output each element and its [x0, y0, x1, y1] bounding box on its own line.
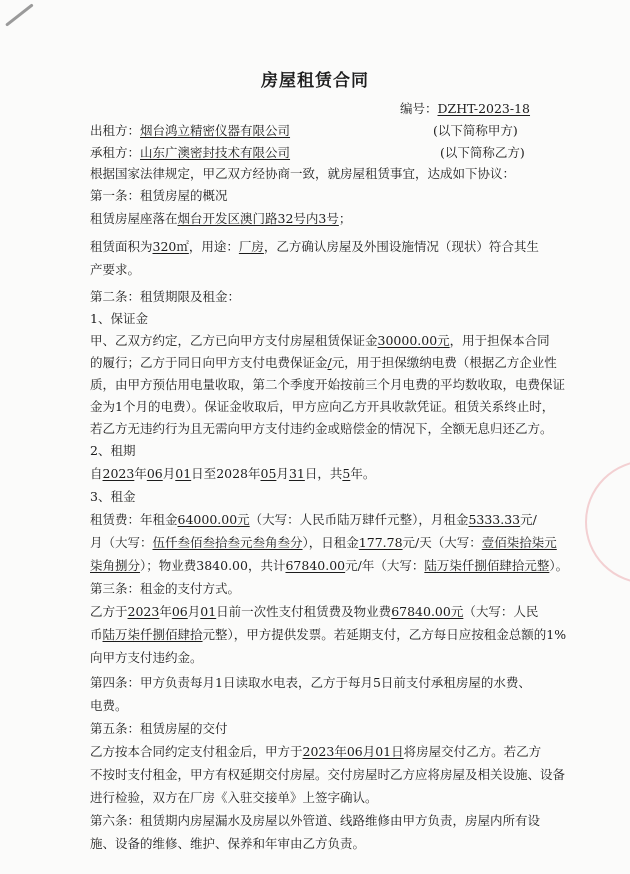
article-6-line-2: 施、设备的维修、维护、保养和年审由乙方负责。 — [90, 836, 366, 851]
pay-day: 01 — [200, 604, 217, 619]
deposit-line-3: 质，由甲方预估用电量收取，第二个季度开始按前三个月电费的平均数收取，电费保证 — [90, 377, 566, 392]
rent-text-d: 月（大写： — [90, 535, 153, 550]
rent-text-h: 元/年（大写： — [345, 558, 425, 573]
term-month-label-2: 月 — [276, 466, 289, 481]
location-value: 烟台开发区澳门路32号内3号 — [177, 211, 339, 226]
term-line — [90, 466, 375, 482]
payment-line-2 — [90, 627, 566, 643]
rent-line-3 — [90, 558, 568, 574]
pay-amount-cn: 陆万柒仟捌佰肆拾 — [102, 627, 203, 642]
article-6-line-1: 第六条：租赁期内房屋漏水及房屋以外管道、线路维修由甲方负责，房屋内所有设 — [90, 813, 541, 828]
contract-title: 房屋租赁合同 — [261, 71, 369, 91]
article-5-title: 第五条：租赁房屋的交付 — [90, 721, 228, 736]
rent-day-cn-a: 壹佰柒拾柒元 — [481, 535, 557, 550]
section-rent-title: 3、租金 — [90, 489, 136, 504]
rent-text-a: 租赁费：年租金 — [90, 512, 178, 527]
lessor-short: (以下简称甲方) — [433, 123, 518, 138]
rent-total-cn: 陆万柒仟捌佰肆拾元整 — [424, 558, 550, 573]
term-to: 日至 — [191, 466, 217, 481]
lessee-name: 山东广澳密封技术有限公司 — [140, 145, 291, 160]
lessee-line — [90, 145, 290, 161]
rent-line-1 — [90, 512, 537, 528]
rent-day-amount: 177.78 — [358, 535, 403, 550]
rent-month-amount: 5333.33 — [468, 512, 521, 527]
rent-line-2 — [90, 535, 557, 551]
lessee-short: (以下简称乙方) — [440, 145, 525, 160]
delivery-line-2: 不按时支付租金，甲方有权延期交付房屋。交付房屋时乙方应将房屋及相关设施、设备 — [90, 767, 566, 782]
pay-year: 2023 — [127, 604, 160, 619]
rent-month-cn: 伍仟叁佰叁拾叁元叁角叁分 — [152, 535, 303, 550]
rent-total-amount: 67840.00 — [285, 558, 346, 573]
pen-mark — [5, 3, 34, 26]
pay-text-c: （大写：人民 — [463, 604, 539, 619]
delivery-text-a: 乙方按本合同约定支付租金后，甲方于 — [90, 744, 303, 759]
payment-line-1 — [90, 604, 538, 620]
seal-stamp — [585, 460, 630, 584]
pay-text-e: 元整），甲方提供发票。若延期支付，乙方每日应按租金总额的1% — [202, 627, 567, 642]
term-years: 5 — [342, 466, 351, 481]
delivery-line-3: 进行检验，双方在厂房《入驻交接单》上签字确认。 — [90, 790, 378, 805]
area-line — [90, 239, 539, 255]
rent-text-g: ）；物业费3840.00，共计 — [140, 558, 286, 573]
delivery-line-1 — [90, 744, 541, 760]
lessee-label: 承租方： — [90, 145, 141, 160]
location-line — [90, 211, 351, 227]
location-suffix: ； — [338, 211, 352, 226]
term-from: 自 — [90, 466, 103, 481]
number-label: 编号： — [400, 101, 438, 116]
rent-text-i: ）。 — [549, 558, 569, 573]
rent-text-f: 元/天（大写： — [402, 535, 482, 550]
location-prefix: 租赁房屋座落在 — [90, 211, 178, 226]
deposit-elec-amount: / — [327, 355, 332, 370]
deposit-text-a: 甲、乙双方约定，乙方已向甲方支付房屋租赁保证金 — [90, 333, 378, 348]
deposit-line-2 — [90, 355, 557, 371]
lessor-label: 出租方： — [90, 123, 141, 138]
deposit-line-5: 若乙方无违约行为且无需向甲方支付违约金或赔偿金的情况下，全额无息归还乙方。 — [90, 421, 553, 436]
term-total-label: 日，共 — [304, 466, 343, 481]
pay-text-b: 日前一次性支付租赁费及物业费 — [216, 604, 392, 619]
deposit-amount: 30000.00元 — [377, 333, 450, 348]
area-value: 320㎡ — [152, 239, 189, 254]
term-year-label: 年 — [134, 466, 147, 481]
contract-number — [400, 101, 530, 117]
article-3-title: 第三条：租金的支付方式。 — [90, 581, 241, 596]
pay-month: 06 — [171, 604, 188, 619]
term-year-label-2: 年 — [248, 466, 261, 481]
term-end-year: 2028 — [216, 466, 248, 481]
rent-year-amount: 64000.00元 — [177, 512, 250, 527]
deposit-line-4: 金为1个月的电费）。保证金收取后，甲方应向乙方开具收款凭证。租赁关系终止时， — [90, 399, 555, 414]
usage-value: 厂房 — [238, 239, 264, 254]
pay-text-d: 币 — [90, 627, 103, 642]
term-end-day: 31 — [288, 466, 305, 481]
article-2-title: 第二条：租赁期限及租金： — [90, 289, 241, 304]
pay-amount: 67840.00元 — [391, 604, 464, 619]
pay-month-label: 月 — [187, 604, 201, 619]
rent-day-cn-b: 柒角捌分 — [90, 558, 141, 573]
area-suffix: ，乙方确认房屋及外围设施情况（现状）符合其生 — [263, 239, 539, 254]
article-4-line-1: 第四条：甲方负责每月1日读取水电表，乙方于每月5日前支付承租房屋的水费、 — [90, 675, 531, 690]
payment-line-3: 向甲方支付违约金。 — [90, 650, 203, 665]
section-deposit-title: 1、保证金 — [90, 311, 148, 326]
section-term-title: 2、租期 — [90, 443, 136, 458]
term-month-label: 月 — [162, 466, 176, 481]
lessor-line — [90, 123, 290, 139]
lessor-name: 烟台鸿立精密仪器有限公司 — [140, 123, 291, 138]
area-line-2: 产要求。 — [90, 262, 141, 277]
term-end: 年。 — [350, 466, 376, 481]
delivery-text-b: 将房屋交付乙方。若乙方 — [403, 744, 542, 759]
area-prefix: 租赁面积为 — [90, 239, 153, 254]
article-4-line-2: 电费。 — [90, 698, 128, 713]
term-start-month: 06 — [146, 466, 163, 481]
term-start-day: 01 — [175, 466, 192, 481]
pay-year-label: 年 — [159, 604, 172, 619]
delivery-date: 2023年06月01日 — [302, 744, 404, 759]
deposit-elec-text-b: 元，用于担保缴纳电费（根据乙方企业性 — [331, 355, 557, 370]
article-1-title: 第一条：租赁房屋的概况 — [90, 188, 228, 203]
deposit-elec-text-a: 的履行；乙方于同日向甲方支付电费保证金 — [90, 355, 328, 370]
number-value: DZHT-2023-18 — [437, 101, 531, 116]
deposit-line-1 — [90, 333, 550, 349]
deposit-text-b: ，用于担保本合同 — [449, 333, 550, 348]
rent-text-b: （大写：人民币陆万肆仟元整），月租金 — [249, 512, 469, 527]
term-end-month: 05 — [260, 466, 277, 481]
rent-text-e: ），日租金 — [302, 535, 359, 550]
preamble: 根据国家法律规定，甲乙双方经协商一致，就房屋租赁事宜，达成如下协议： — [90, 166, 516, 181]
term-start-year: 2023 — [102, 466, 135, 481]
area-mid: ，用途： — [188, 239, 239, 254]
pay-text-a: 乙方于 — [90, 604, 128, 619]
rent-text-c: 元/ — [520, 512, 537, 527]
